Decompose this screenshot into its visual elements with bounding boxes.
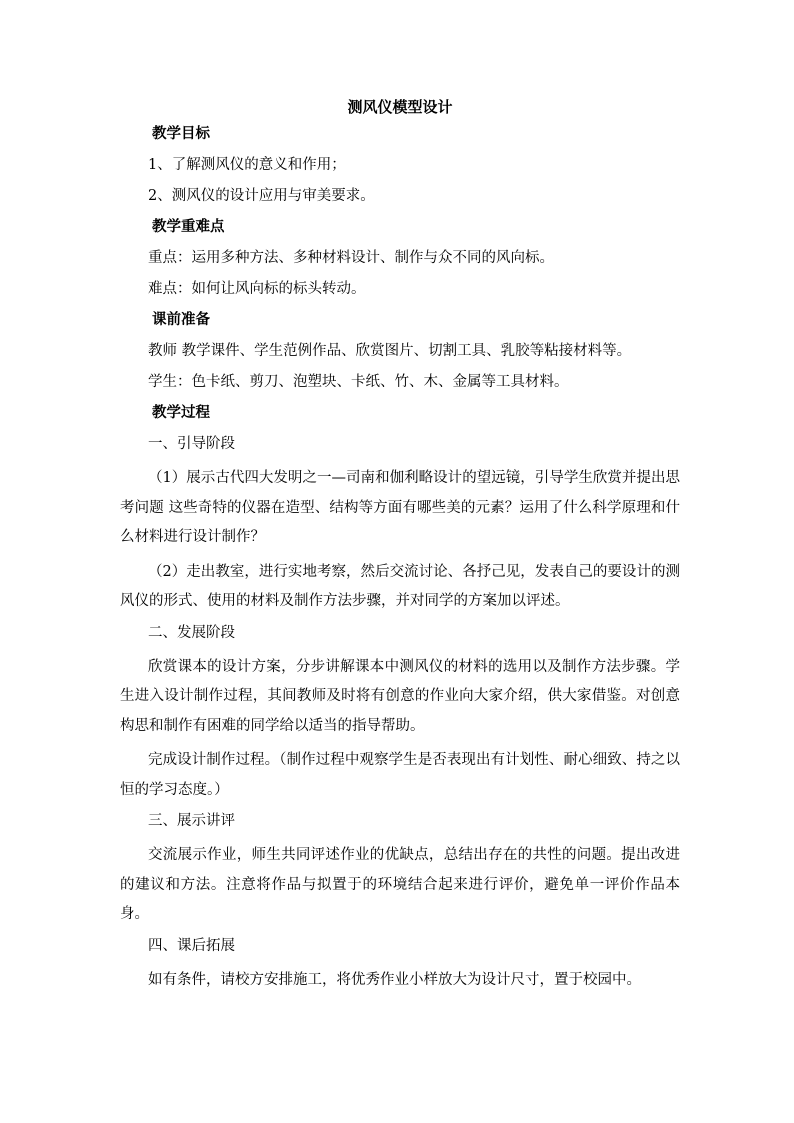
stage2-paragraph-2: 完成设计制作过程。（制作过程中观察学生是否表现出有计划性、耐心细致、持之以恒的学习态度。） [120, 752, 680, 798]
stage3-heading: 三、展示讲评 [148, 813, 235, 829]
objective-item-1: 1、了解测风仪的意义和作用； [148, 157, 346, 173]
heading-preparation: 课前准备 [152, 311, 210, 328]
objective-item-2: 2、测风仪的设计应用与审美要求。 [148, 188, 375, 204]
key-point-focus: 重点：运用多种方法、多种材料设计、制作与众不同的风向标。 [148, 250, 554, 266]
preparation-teacher: 教师 教学课件、学生范例作品、欣赏图片、切割工具、乳胶等粘接材料等。 [148, 343, 632, 359]
stage1-paragraph-1: （1）展示古代四大发明之一—司南和伽利略设计的望远镜，引导学生欣赏并提出思考问题 这些奇特的仪器在造型、结构等方面有哪些美的元素？运用了什么科学原理和什么材料进行设计制作？ [120, 470, 680, 545]
heading-key-points: 教学重难点 [152, 218, 225, 235]
stage3-paragraph-1: 交流展示作业，师生共同评述作业的优缺点，总结出存在的共性的问题。提出改进的建议和方法。注意将作品与拟置于的环境结合起来进行评价，避免单一评价作品本身。 [120, 847, 680, 922]
key-point-difficulty: 难点：如何让风向标的标头转动。 [148, 281, 366, 297]
preparation-student: 学生：色卡纸、剪刀、泡塑块、卡纸、竹、木、金属等工具材料。 [148, 374, 569, 390]
stage4-heading: 四、课后拓展 [148, 937, 235, 954]
document-page [120, 96, 680, 1000]
document-title: 测风仪模型设计 [347, 98, 453, 116]
stage2-heading: 二、发展阶段 [148, 624, 235, 641]
stage1-paragraph-2: （2）走出教室，进行实地考察，然后交流讨论、各抒己见，发表自己的要设计的测风仪的形式、使用的材料及制作方法步骤，并对同学的方案加以评述。 [120, 563, 680, 609]
stage1-heading: 一、引导阶段 [148, 436, 235, 452]
stage4-paragraph-1: 如有条件，请校方安排施工，将优秀作业小样放大为设计尺寸，置于校园中。 [148, 971, 641, 988]
heading-process: 教学过程 [152, 404, 210, 421]
stage2-paragraph-1: 欣赏课本的设计方案，分步讲解课本中测风仪的材料的选用以及制作方法步骤。学生进入设计制作过程，其间教师及时将有创意的作业向大家介绍，供大家借鉴。对创意构思和制作有困难的同学给以适当的指导帮助。 [120, 658, 680, 734]
heading-objectives: 教学目标 [152, 125, 210, 142]
